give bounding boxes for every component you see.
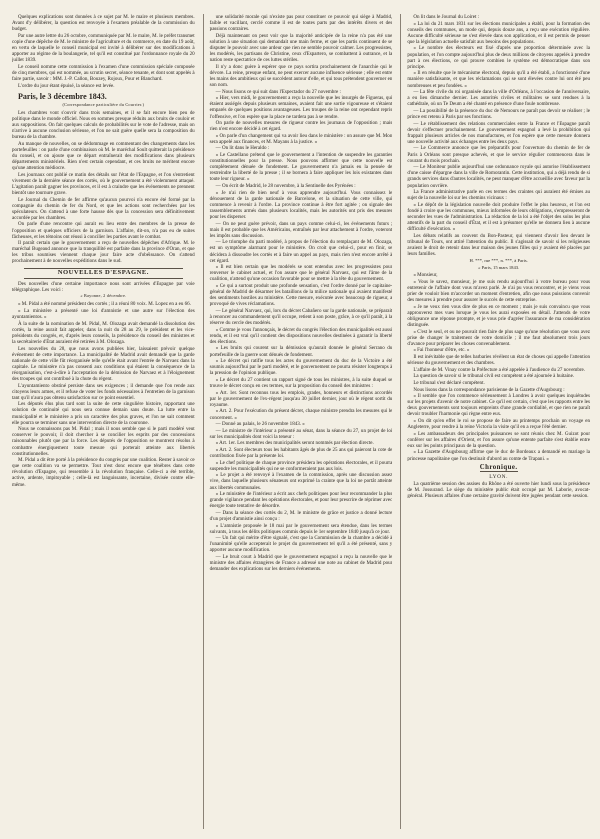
paragraph: « Le projet a été renvoyé à l'examen de la commission, après une discussion assez vive, dans laquelle plusieurs sénateurs ont exprimé la crainte que la loi ne portât atteinte aux libertés communales.	[209, 472, 393, 491]
paragraph: « Le chef politique de chaque province présidera les opérations électorales, et il pourra suspendre les municipalités qui ne se conformeraient pas aux lois.	[209, 459, 393, 472]
paragraph: « La Gazette d'Augsbourg affirme que le duc de Bordeaux a demandé en mariage la princesse napolitaine que l'on destinait d'abord au comte de Trapani. »	[407, 449, 591, 462]
paragraph: « Art. 1er. Les membres des municipalités seront nommés par élection directe.	[215, 440, 374, 447]
paragraph: — Le rétablissement des relations commerciales entre la France et l'Espagne paraît devoir s'effectuer prochainement. Le gouvernement espagnol a levé la prohibition qui frappait plusieurs articles de nos manufactures, et l'on espère que cette mesure donnera une nouvelle activité aux échanges entre les deux pays.	[407, 120, 591, 145]
paragraph: — Un fait qui mérite d'être signalé, c'est que la Commission de la chambre a décidé à l'unanimité qu'elle accepterait le projet du gouvernement tel qu'il a été présenté, sans y apporter aucune modification.	[209, 535, 393, 554]
paragraph: Nous ne connaissons pas M. Pidal ; mais il nous semble que si le parti modéré veut conserver le pouvoir, il doit chercher à se concilier les esprits par des concessions raisonnables plutôt que par la force. Les députés de l'opposition se montrent résolus à combattre énergiquement toute mesure qui porterait atteinte aux libertés constitutionnelles.	[12, 426, 195, 457]
dispatch-origin: « Bayonne, 2 décembre.	[80, 293, 127, 299]
paragraph: — Nous lisons ce qui suit dans l'Espectador du 27 novembre :	[215, 88, 341, 95]
paragraph: « Le Castellano prétend que le gouvernement a l'intention de suspendre les garanties constitutionnelles pour la presse. Nous pouvons affirmer que cette nouvelle est complètement dénuée de fondement. Le gouvernement n'a jamais eu la pensée de restreindre la liberté de la presse ; il se bornera à faire appliquer les lois existantes dans toute leur rigueur. »	[209, 152, 393, 183]
paragraph: « Ce qui a surtout produit une profonde sensation, c'est l'ordre donné par le capitaine-général de Madrid de désarmer les bataillons de la milice nationale qui avaient manifesté des sentiments hostiles au ministère. Cette mesure, exécutée avec beaucoup de rigueur, a provoqué de vives réclamations.	[209, 283, 393, 308]
paragraph: Des nouvelles d'une certaine importance nous sont arrivées d'Espagne par voie télégraphique. Les voici :	[12, 280, 195, 293]
paragraph: L'affaire de M. Vinay contre la Préfecture a été appelée à l'audience du 27 novembre.	[413, 366, 586, 373]
section-heading-chronique	[407, 464, 590, 473]
paragraph: Au manque de nouvelles, on se dédommage en commentant des changements dans les portefeuilles : on parle d'une combinaison où M. le maréchal Soult quitterait la présidence du conseil, et on ajoute que ce départ entraînerait des modifications dans plusieurs départements ministériels. Rien n'est certain cependant, et ces bruits ne méritent encore qu'une attention médiocre.	[12, 140, 195, 172]
dateline-subtitle: (Correspondance particulière du Courrier.)	[62, 101, 145, 107]
paragraph: L'ordre du jour étant épuisé, la séance est levée.	[18, 82, 115, 89]
paragraph: « Il en résulte que le mécanisme électoral, depuis qu'il a été établi, a fonctionné d'une manière satisfaisante, et que les réclamations qui se sont élevées contre lui ont été peu nombreuses et peu fondées. »	[407, 70, 591, 89]
paragraph: Les chambres vont s'ouvrir dans trois semaines, et il se fait encore bien peu de politique dans le monde officiel. Nous en sommes presque réduits aux bruits de couloir et aux suppositions. On fait quelques calculs de probabilités sur le vote de l'adresse, mais on n'arrive à aucune conclusion sérieuse, et l'on ne sait guère quelle sera la composition du bureau de la chambre.	[12, 109, 195, 141]
paragraph: « Hier, vers midi, le gouvernement a reçu la nouvelle que les insurgés de Figueras, qui étaient assiégés depuis plusieurs semaines, avaient fait une sortie vigoureuse et s'étaient emparés de quelques positions avantageuses. Les troupes de la reine ont cependant repris l'offensive, et l'on espère que la place ne tardera pas à se rendre.	[209, 95, 393, 120]
paragraph: Il paraît certain que le gouvernement a reçu de nouvelles dépêches d'Afrique. M. le maréchal Bugeaud annonce que la tranquillité est parfaite dans la province d'Oran, et que les tribus soumises viennent chaque jour faire acte d'obéissance. On s'attend prochainement à de nouvelles expéditions dans le sud.	[12, 240, 195, 265]
column-middle	[203, 14, 393, 829]
paragraph: — Dans la séance des cortès du 2, M. le ministre de grâce et justice a donné lecture d'un projet d'amnistie ainsi conçu :	[209, 509, 393, 522]
paragraph: « Je n'ai rien de bien neuf à vous apprendre aujourd'hui. Vous connaissez le dénouement de la garde nationale de Barcelone, et la situation de cette ville, qui commence à revenir à l'ordre. La province continue à être fort agitée ; on signale des rassemblements armés dans plusieurs localités, mais les autorités ont pris des mesures pour les disperser.	[209, 189, 393, 220]
paragraph: — La fête civile du roi organisée dans la ville d'Orléans, à l'occasion de l'anniversaire, a eu lieu dimanche dernier. Les autorités civiles et militaires se sont rendues à la cathédrale, où un Te Deum a été chanté en présence d'une foule nombreuse.	[407, 89, 591, 108]
paragraph: La France administrative parle en ces termes des craintes qui auraient été émises au sujet de la nouvelle loi sur les chemins vicinaux :	[407, 189, 591, 202]
paragraph: Quelques explications sont données à ce sujet par M. le maire et plusieurs membres. Avant d'y délibérer, la question est renvoyée à l'examen préalable de la commission du budget.	[12, 14, 195, 33]
paragraph: « M. Pidal a été nommé président des cortès ; il a réuni 80 voix. M. Lopez en a eu 66.	[18, 301, 191, 308]
paragraph: À la suite de la nomination de M. Pidal, M. Olozaga avait demandé la dissolution des cortès, la reine aurait fait appeler, dans la nuit du 28 au 29, le président et les vice-présidents du congrès, et, d'après leurs conseils, la présidence du conseil des ministres et la secrétairerie d'État auraient été retirées à M. Olozaga.	[12, 320, 195, 345]
paragraph: une solidarité morale qui n'existe pas pour constituer ce pouvoir qui siège à Madrid, faible et vacillant, cerclé comme il est de toutes parts par des intérêts divers et des passions contraires.	[209, 14, 393, 33]
paragraph: « Le nombre des électeurs est fixé d'après une proportion déterminée avec la population, et l'on compte aujourd'hui plus de deux millions de citoyens appelés à prendre part à ces élections, ce qui prouve combien le système est démocratique dans son principe.	[407, 45, 591, 70]
paragraph: « Art. 2. Pour l'exécution du présent décret, chaque ministre prendra les mesures qui le concernent. »	[209, 408, 393, 421]
paragraph: Les députés élus plus tard sont la suite de cette singulière histoire, rapportant une solution de continuité qui nous sera connue demain sans doute. La lutte entre la municipalité et le ministère a pris un caractère des plus graves, et l'on ne sait comment elle pourra se terminer sans une intervention directe de la couronne.	[12, 401, 195, 426]
paragraph: « Je ne veux rien vous dire de plus en ce moment ; mais je suis convaincu que vous approuverez mes vues lorsque je vous les aurai exposées en détail. J'attends de votre obligeance une réponse prompte, et je vous prie d'agréer l'assurance de ma considération distinguée.	[407, 303, 591, 329]
paragraph: — On ne peut guère prévoir, dans un pays comme celui-ci, les événements futurs ; mais il est probable que les Américains, entraînés par leur attachement à l'ordre, voteront les impôts sans discussion.	[209, 220, 393, 239]
paragraph: — Le triomphe du parti modéré, à propos de l'élection du remplaçant de M. Olozaga, est un symptôme alarmant pour le ministère. On croit que celui-ci, pour en finir, se décidera à dissoudre les cortès et à faire un appel au pays, mais rien n'est encore arrêté à cet égard.	[209, 239, 393, 264]
paragraph: « La loi du 21 mars 1831 sur les élections municipales a établi, pour la formation des conseils des communes, un mode qui, depuis douze ans, a reçu une exécution régulière. Aucune difficulté sérieuse ne s'est élevée dans son application, et il est permis de penser que la législation actuelle satisfait aux besoins des populations.	[407, 20, 591, 45]
paragraph: « L'amnistie proposée le 18 mai par le gouvernement sera étendue, dans les termes suivants, à tous les délits politiques commis depuis le 1er septembre 1840 jusqu'à ce jour.	[209, 522, 393, 535]
paragraph: — Le bruit court à Madrid que le gouvernement espagnol a reçu la nouvelle que le ministre des affaires étrangères de France a adressé une note au cabinet de Madrid pour demander des explications sur les derniers événements.	[209, 554, 393, 573]
section-heading-espagne: NOUVELLES D'ESPAGNE.	[24, 268, 183, 279]
chronique-title: Chronique.	[479, 464, 518, 472]
paragraph: Par une autre lettre du 26 octobre, communiquée par M. le maire, M. le préfet transmet copie d'une dépêche de M. le ministre de l'agriculture et du commerce, en date du 19 août, en vertu de laquelle le conseil municipal est invité à délibérer sur des modifications à apporter au régime de la boulangerie, tel qu'il est constitué par l'ordonnance royale du 20 juillet 1839.	[12, 32, 195, 64]
paragraph: L'ayuntamiento obstiné persiste dans ses exigences ; il demande que l'on rende aux citoyens leurs armes, et il refuse de voter les fonds nécessaires à l'entretien de la garnison tant qu'il n'aura pas obtenu satisfaction sur ce point essentiel.	[12, 382, 195, 401]
paragraph: « Le décret du 27 contient un rapport signé de tous les ministres, à la suite duquel se trouve le décret conçu en ces termes, sur la proposition du conseil des ministres :	[209, 376, 393, 390]
paragraph: Il est inévitable que de telles barbaries révèlent un état de choses qui appelle l'attention sérieuse du gouvernement et des chambres.	[407, 354, 591, 367]
paragraph: On parle d'une rencontre qui aurait eu lieu entre des membres de la presse de l'opposition et quelques officiers de la garnison. L'affaire, dit-on, n'a pas eu de suites fâcheuses, et les témoins ont réussi à concilier les parties avant le combat.	[12, 221, 195, 240]
paragraph: — On lit dans le Heraldo :	[215, 145, 270, 152]
letter-address: H. ***, rue ***, n. ***, à Paris.	[469, 258, 528, 264]
paragraph: « Les ambassadeurs des principales puissances se sont réunis chez M. Guizot pour conférer sur les affaires d'Orient, et l'on assure qu'une entente parfaite s'est établie entre eux sur les points principaux de la question.	[407, 430, 591, 449]
paragraph: « Art. 1er. Sont reconnus tous les emplois, grades, honneurs et distinctions accordés par le gouvernement de l'ex-régent jusqu'au 30 juillet dernier, jour où le régent sortit du royaume.	[209, 389, 393, 408]
letter-salutation: « Monsieur,	[413, 272, 438, 279]
paragraph: « Les bruits qui courent sur la démission qu'aurait donnée le général Serrano du portefeuille de la guerre sont dénués de fondement.	[209, 345, 393, 358]
paragraph: Les nouvelles du 28, que nous avons publiées hier, laissaient prévoir quelque événement de cette importance. La municipalité de Madrid avait demandé que la garde nationale de cette ville fût réorganisée telle qu'elle était avant l'entrée de Narvaez dans la capitale. Le ministère n'a pas consenti aux conditions qui étaient la conséquence de la réorganisation, c'est-à-dire à l'acceptation de la démission de Narvaez et à l'éloignement des troupes qui ont contribué à la chute du régent.	[12, 345, 195, 382]
letter-signature: « Fai l'honneur d'être, etc. »	[413, 347, 470, 354]
letter-date: « Paris, 15 mars 1843.	[478, 265, 520, 271]
paragraph: — Donné au palais, le 26 novembre 1843. »	[215, 421, 305, 428]
paragraph: « Il est bien certain que les modérés se sont entendus avec les progressistes pour renverser le cabinet actuel, et l'on assure que le général Narvaez, qui est l'âme de la coalition, n'attend qu'une occasion favorable pour se mettre à la tête du gouvernement.	[209, 264, 393, 283]
paragraph: « On dit qu'en effet le roi se propose de faire au printemps prochain un voyage en Angleterre, pour rendre à la reine Victoria la visite qu'il en a reçue l'été dernier.	[407, 418, 591, 431]
paragraph: « C'est le seul, et ou ne pouvait rien faire de plus sage qu'une résolution que vous avez prise de changer le traitement de votre domicile ; il me faut absolument trois jours d'avance pour préparer les choses convenablement.	[407, 328, 591, 347]
dateline-title: Paris, le 3 décembre 1843.	[18, 91, 107, 101]
paragraph: « Le dépôt de la législation nouvelle doit produire l'effet le plus heureux, et l'on est fondé à croire que les communes, mieux informées de leurs obligations, s'empresseront de seconder les vues de l'administration. La rédaction de la loi a été l'objet des soins les plus attentifs de la part du conseil d'État, et il est à présumer qu'elle ne donnera lieu à aucune difficulté d'exécution. »	[407, 201, 591, 233]
paragraph: La quatrième session des assises du Rhône a été ouverte hier lundi sous la présidence de M. Jossurand. Le siège du ministère public était occupé par M. Laborie, avocat-général. Plusieurs affaires d'une certaine gravité doivent être jugées pendant cette session.	[407, 480, 591, 499]
paragraph: « On parle d'un changement qui va avoir lieu dans le ministère : on assure que M. Mon sera appelé aux finances, et M. Mayans à la justice. »	[209, 132, 393, 145]
paragraph: M. Pidal a dit être porté à la présidence du congrès par une coalition. Rester à savoir ce que cette coalition va se permettre. Tout n'est donc encore que ténèbres dans cette révolution d'Espagne, qui ressemble à la révolution française. Celle-ci a été terrible, active, ardente, impitoyable ; celle-là est languissante, incertaine, divisée contre elle-même.	[12, 457, 195, 488]
city-heading: LYON.	[489, 473, 509, 480]
paragraph: « Art. 2. Sont électeurs tous les habitants âgés de plus de 25 ans qui paieront la cote de contribution fixée par la présente loi.	[209, 446, 393, 460]
paragraph: « Le ministère de l'intérieur a écrit aux chefs politiques pour leur recommander la plus grande vigilance pendant les opérations électorales, et pour leur prescrire de réprimer avec énergie toute tentative de désordre.	[209, 491, 393, 510]
paragraph: Déjà maintenant on peut voir que la majorité anticipée de la reine n'a pas été une solution à une situation qui demandait une main ferme, et que les partis continuent de se disputer le pouvoir avec une ardeur que rien ne semble pouvoir calmer. Les progressistes, les modérés, les partisans de Christine, ceux d'Espartero, se combattent à outrance, et la nation reste spectatrice de ces luttes stériles.	[209, 32, 393, 64]
paragraph: Nous lisons dans la correspondance parisienne de la Gazette d'Augsbourg :	[413, 386, 565, 393]
column-left	[12, 14, 195, 829]
paragraph: — Le Moniteur publie aujourd'hui une ordonnance royale qui autorise l'établissement d'une caisse d'épargne dans la ville de Romorantin. Cette institution, qui a déjà rendu de si grands services dans d'autres localités, ne peut manquer d'être accueillie avec faveur par la population ouvrière.	[407, 164, 591, 189]
paragraph: Le conseil nomme cette commission à l'examen d'une commission spéciale composée de cinq membres, qui est nommée, au scrutin secret, séance tenante, et dont sont appelés à faire partie, savoir : MM. J.-P. Callon, Bouzey, Rojoux, Pour et Blanchard.	[12, 63, 195, 82]
paragraph: Les journaux ont publié ce matin des détails sur l'état de l'Espagne, et l'on s'entretient vivement de la dernière séance des cortès, où le gouvernement a été violemment attaqué. L'agitation paraît gagner les provinces, et il est à craindre que les événements ne prennent bientôt une tournure grave.	[12, 171, 195, 196]
paragraph: « La ministère a présenté une loi d'amnistie et une autre sur l'élection des ayuntamientos. »	[12, 307, 195, 321]
dateline	[12, 92, 195, 101]
paragraph: « Il semble que l'on commence sérieusement à Londres à avoir quelques inquiétudes sur les projets d'avenir de notre cabinet. Ce qu'il est certain, c'est que les rapports entre les deux gouvernements sont toujours empreints d'une grande cordialité, et que rien ne paraît devoir troubler l'harmonie qui règne entre eux.	[407, 393, 591, 418]
column-right	[400, 14, 590, 829]
paragraph: Le tribunal s'est déclaré compétent.	[413, 379, 485, 386]
paragraph: « Comme je vous l'annonçais, le décret du congrès l'élection des municipalités est aussi rendu, et il est vrai qu'il contient des dispositions nouvelles destinées à garantir la liberté des élections.	[209, 326, 393, 345]
paragraph: On parle de nouvelles mesures de rigueur contre les journaux de l'opposition ; mais rien n'est encore décidé à cet égard.	[209, 120, 393, 133]
paragraph: — On écrit de Madrid, le 28 novembre, à la Sentinelle des Pyrénées :	[215, 183, 356, 190]
paragraph: — Le Commerce annonce que les préparatifs pour l'ouverture du chemin de fer de Paris à Orléans sont presque achevés, et que le service régulier commencera dans le courant du mois prochain.	[407, 145, 591, 164]
paragraph: — La possibilité de la présence du duc de Nemours ne paraît pas devoir se réaliser ; le prince est retenu à Paris par ses fonctions.	[407, 107, 591, 120]
paragraph: La question de savoir si le tribunal civil est compétent a été ajournée à huitaine.	[413, 373, 575, 380]
paragraph: « Vous le savez, monsieur, je me suis rendu aujourd'hui à votre bureau pour vous entretenir de l'affaire dont vous m'avez parlé. Je n'ai pu vous rencontrer, et je viens vous prier de vouloir bien m'accorder un moment d'entretien, afin que nous puissions convenir des mesures à prendre pour assurer le succès de cette entreprise.	[407, 278, 591, 304]
paragraph: Les débats relatifs au couvent du Bon-Pasteur, qui viennent d'avoir lieu devant le tribunal de Tours, ont attiré l'attention du public. Il s'agissait de savoir si les religieuses avaient le droit de retenir dans leur maison des jeunes filles qui y avaient été placées par leurs familles.	[407, 232, 591, 258]
paragraph: Il n'y a donc guère à espérer que ce pays sortira prochainement de l'anarchie qui le dévore. La reine, presque enfant, ne peut exercer aucune influence sérieuse ; elle est entre les mains des ambitieux qui se succèdent autour d'elle, et qui tous prétendent gouverner en son nom.	[209, 63, 393, 89]
paragraph: On lit dans le Journal du Loiret :	[413, 14, 480, 20]
paragraph: Le Journal du Chemin de fer affirme qu'aucun pourvoi n'a encore été formé par la compagnie du chemin de fer du Nord, et que les actions sont recherchées par les spéculateurs. On s'attend à une forte hausse dès que la concession sera définitivement accordée par les chambres.	[12, 196, 195, 221]
paragraph: « Le décret qui ratifie tous les actes du gouvernement du duc de la Victoire a été soumis aujourd'hui par le parti modéré, et le gouvernement ne pourra résister longtemps à la pression de l'opinion publique.	[209, 358, 393, 377]
paragraph: — Le ministre de l'intérieur a présenté au sénat, dans la séance du 27, un projet de loi sur les municipalités dont voici la teneur :	[209, 427, 393, 440]
paragraph: — Le général Narvaez, qui, lors du décret Cabañero sur la garde nationale, se préparait à renoncer au commandement qu'il occupe, retient à son poste, grâce, à ce qu'il paraît, à la réserve du cercle des modérés.	[209, 307, 393, 327]
